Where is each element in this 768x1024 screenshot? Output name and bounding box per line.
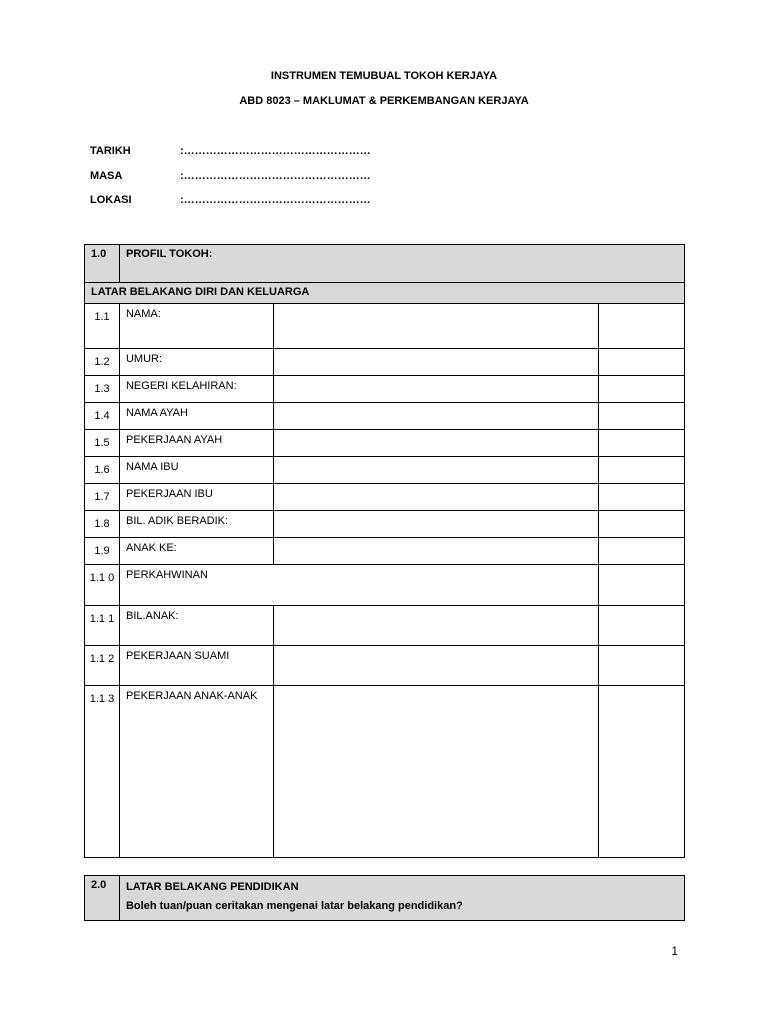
extra-cell[interactable] — [599, 349, 685, 376]
meta-label: TARIKH — [90, 145, 131, 157]
answer-cell[interactable] — [273, 606, 598, 646]
extra-cell[interactable] — [599, 646, 685, 686]
extra-cell[interactable] — [599, 376, 685, 403]
answer-cell[interactable] — [273, 511, 598, 538]
row-label: NAMA IBU — [119, 457, 273, 484]
section-number: 2.0 — [85, 876, 120, 921]
row-label: PEKERJAAN AYAH — [119, 430, 273, 457]
education-table — [84, 875, 685, 921]
answer-cell[interactable] — [273, 376, 598, 403]
table-row — [85, 484, 685, 511]
row-number: 1.1 2 — [85, 646, 120, 686]
section-subheading: LATAR BELAKANG DIRI DAN KELUARGA — [85, 283, 685, 304]
extra-cell[interactable] — [599, 304, 685, 349]
extra-cell[interactable] — [599, 511, 685, 538]
extra-cell[interactable] — [599, 686, 685, 858]
row-number: 1.8 — [85, 511, 120, 538]
answer-cell[interactable] — [273, 484, 598, 511]
table-row — [85, 511, 685, 538]
row-label: ANAK KE: — [119, 538, 273, 565]
row-number: 1.6 — [85, 457, 120, 484]
subheading-row — [85, 283, 685, 304]
table-row — [85, 646, 685, 686]
row-label: BIL. ADIK BERADIK: — [119, 511, 273, 538]
table-row — [85, 606, 685, 646]
answer-cell[interactable] — [273, 349, 598, 376]
meta-row-time — [90, 170, 371, 182]
table-row — [85, 403, 685, 430]
meta-row-date — [90, 145, 371, 157]
row-number: 1.1 3 — [85, 686, 120, 858]
row-number: 1.7 — [85, 484, 120, 511]
table-row — [85, 349, 685, 376]
meta-value: :…………………………………………… — [180, 145, 371, 157]
extra-cell[interactable] — [599, 457, 685, 484]
answer-cell[interactable] — [273, 304, 598, 349]
answer-cell[interactable] — [273, 430, 598, 457]
meta-label: MASA — [90, 170, 123, 182]
row-label: BIL.ANAK: — [119, 606, 273, 646]
document-title: INSTRUMEN TEMUBUAL TOKOH KERJAYA — [270, 70, 498, 82]
row-label: PEKERJAAN IBU — [119, 484, 273, 511]
table-row — [85, 304, 685, 349]
meta-value: :…………………………………………… — [180, 194, 371, 206]
section-title: PROFIL TOKOH: — [119, 245, 684, 283]
extra-cell[interactable] — [599, 565, 685, 606]
row-label: NAMA AYAH — [119, 403, 273, 430]
row-label: PEKERJAAN ANAK-ANAK — [119, 686, 273, 858]
table-row — [85, 538, 685, 565]
row-label: UMUR: — [119, 349, 273, 376]
section-title: LATAR BELAKANG PENDIDIKAN — [125, 881, 299, 893]
row-number: 1.3 — [85, 376, 120, 403]
page-number: 1 — [671, 944, 678, 958]
row-number: 1.4 — [85, 403, 120, 430]
section-number: 1.0 — [85, 245, 120, 283]
meta-label: LOKASI — [90, 194, 132, 206]
table-row — [85, 565, 685, 606]
document-subtitle: ABD 8023 – MAKLUMAT & PERKEMBANGAN KERJAYA — [239, 95, 529, 107]
profile-table — [84, 244, 685, 858]
answer-cell[interactable] — [273, 403, 598, 430]
row-number: 1.1 1 — [85, 606, 120, 646]
row-number: 1.1 — [85, 304, 120, 349]
table-row — [85, 457, 685, 484]
extra-cell[interactable] — [599, 430, 685, 457]
meta-row-location — [90, 194, 371, 206]
extra-cell[interactable] — [599, 538, 685, 565]
section-header-row — [85, 876, 685, 921]
table-row — [85, 376, 685, 403]
row-number: 1.1 0 — [85, 565, 120, 606]
row-label: NEGERI KELAHIRAN: — [119, 376, 273, 403]
row-label: NAMA: — [119, 304, 273, 349]
meta-value: :…………………………………………… — [180, 170, 371, 182]
answer-cell[interactable] — [273, 538, 598, 565]
extra-cell[interactable] — [599, 484, 685, 511]
section-header-row — [85, 245, 685, 283]
row-label: PEKERJAAN SUAMI — [119, 646, 273, 686]
table-row — [85, 430, 685, 457]
answer-cell[interactable] — [273, 457, 598, 484]
table-row — [85, 686, 685, 858]
extra-cell[interactable] — [599, 403, 685, 430]
row-number: 1.2 — [85, 349, 120, 376]
section-content — [119, 876, 684, 921]
row-number: 1.9 — [85, 538, 120, 565]
row-number: 1.5 — [85, 430, 120, 457]
section-question: Boleh tuan/puan ceritakan mengenai latar belakang pendidikan? — [125, 900, 463, 912]
answer-cell[interactable] — [273, 686, 598, 858]
answer-cell[interactable] — [273, 646, 598, 686]
row-label: PERKAHWINAN — [119, 565, 598, 606]
extra-cell[interactable] — [599, 606, 685, 646]
